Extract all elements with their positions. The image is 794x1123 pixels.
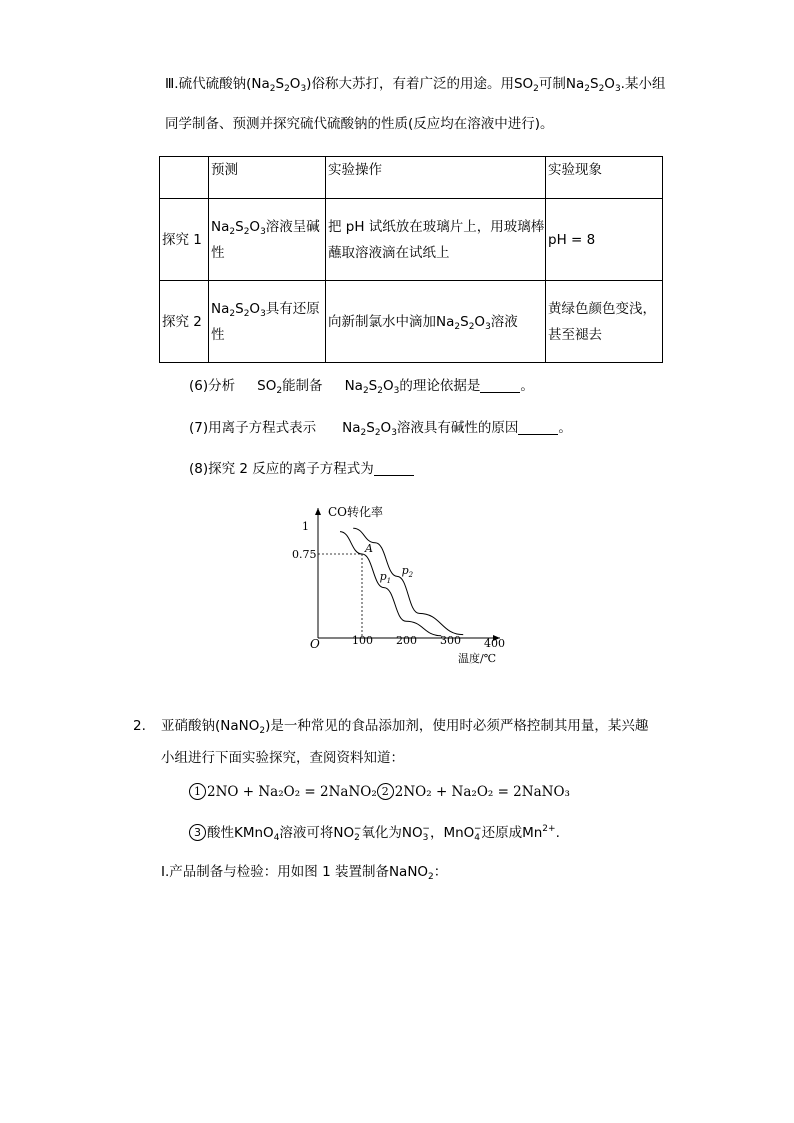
table-row [160, 199, 663, 281]
row1-predict: $Na_2S_2O_3$溶液呈碱 性 [209, 199, 326, 281]
row2-operation: 向新制氯水中滴加$Na_2S_2O_3$溶液 [326, 281, 546, 363]
y-tick-label: 0.75 [292, 548, 317, 561]
experiment-table [159, 156, 663, 363]
intro-line-2: 同学制备、预测并探究硫代硫酸钠的性质(反应均在溶液中进行)。 [165, 116, 554, 132]
row2-label: 探究 2 [160, 281, 209, 363]
intro-line-1: Ⅲ.硫代硫酸钠$(Na_2S_2O_3)$俗称大苏打，有着广泛的用途。用$SO_2$可制$Na_2S_2O_3$.某小组 [165, 76, 666, 94]
answer-blank[interactable] [480, 378, 520, 393]
y-axis-label: CO转化率 [328, 505, 384, 519]
table-header-operation: 实验操作 [326, 157, 546, 199]
co-conversion-chart [290, 500, 520, 670]
point-a-label: A [365, 542, 373, 555]
question-2-line-1: 亚硝酸钠(NaNO$_2$)是一种常见的食品添加剂，使用时必须严格控制其用量，某兴趣 [161, 718, 649, 736]
y-tick-label: 1 [302, 520, 309, 533]
row2-phenomenon: 黄绿色颜色变浅， 甚至褪去 [546, 281, 663, 363]
origin-label: O [310, 637, 320, 651]
x-axis-label: 温度/℃ [458, 652, 497, 665]
circled-3: 3 [189, 824, 206, 841]
question-2-line-2: 小组进行下面实验探究，查阅资料知道： [161, 750, 404, 766]
table-header-empty [160, 157, 209, 199]
x-tick-label: 100 [352, 634, 373, 647]
table-row [160, 281, 663, 363]
reference-item-3: 3 酸性KMnO$_4$溶液可将$NO_2^-$氧化为$NO_3^-$，MnO$_4$−还原成$Mn^{2+}$. [189, 823, 560, 843]
row1-operation: 把 pH 试纸放在玻璃片上，用玻璃棒 蘸取溶液滴在试纸上 [326, 199, 546, 281]
x-tick-label: 400 [484, 637, 505, 650]
series-label-p2: $p_2$ [401, 564, 414, 580]
circled-2: 2 [377, 783, 394, 800]
question-7: (7)用离子方程式表示 $Na_2S_2O_3$溶液具有碱性的原因 。 [189, 420, 572, 438]
row1-phenomenon: pH = 8 [546, 199, 663, 281]
row1-label: 探究 1 [160, 199, 209, 281]
answer-blank[interactable] [518, 420, 558, 435]
y-axis-arrow [315, 508, 321, 515]
table-header-predict: 预测 [209, 157, 326, 199]
x-tick-label: 300 [440, 634, 461, 647]
question-6: (6)分析 $SO_2$能制备 $Na_2S_2O_3$的理论依据是 。 [189, 378, 534, 396]
series-label-p1: $p_1$ [379, 569, 392, 585]
question-8: (8)探究 2 反应的离子方程式为 [189, 459, 414, 479]
x-tick-label: 200 [396, 634, 417, 647]
row2-predict: $Na_2S_2O_3$具有还原 性 [209, 281, 326, 363]
answer-blank[interactable] [374, 461, 414, 476]
question-2-number: 2. [133, 718, 146, 734]
reference-equations: 1 2NO + Na₂O₂ = 2NaNO₂ 2 2NO₂ + Na₂O₂ = 2NaNO₃ [189, 782, 570, 802]
part-1-heading: Ⅰ.产品制备与检验：用如图 1 装置制备NaNO$_2$： [161, 864, 448, 882]
circled-1: 1 [189, 783, 206, 800]
table-header-phenomenon: 实验现象 [546, 157, 663, 199]
